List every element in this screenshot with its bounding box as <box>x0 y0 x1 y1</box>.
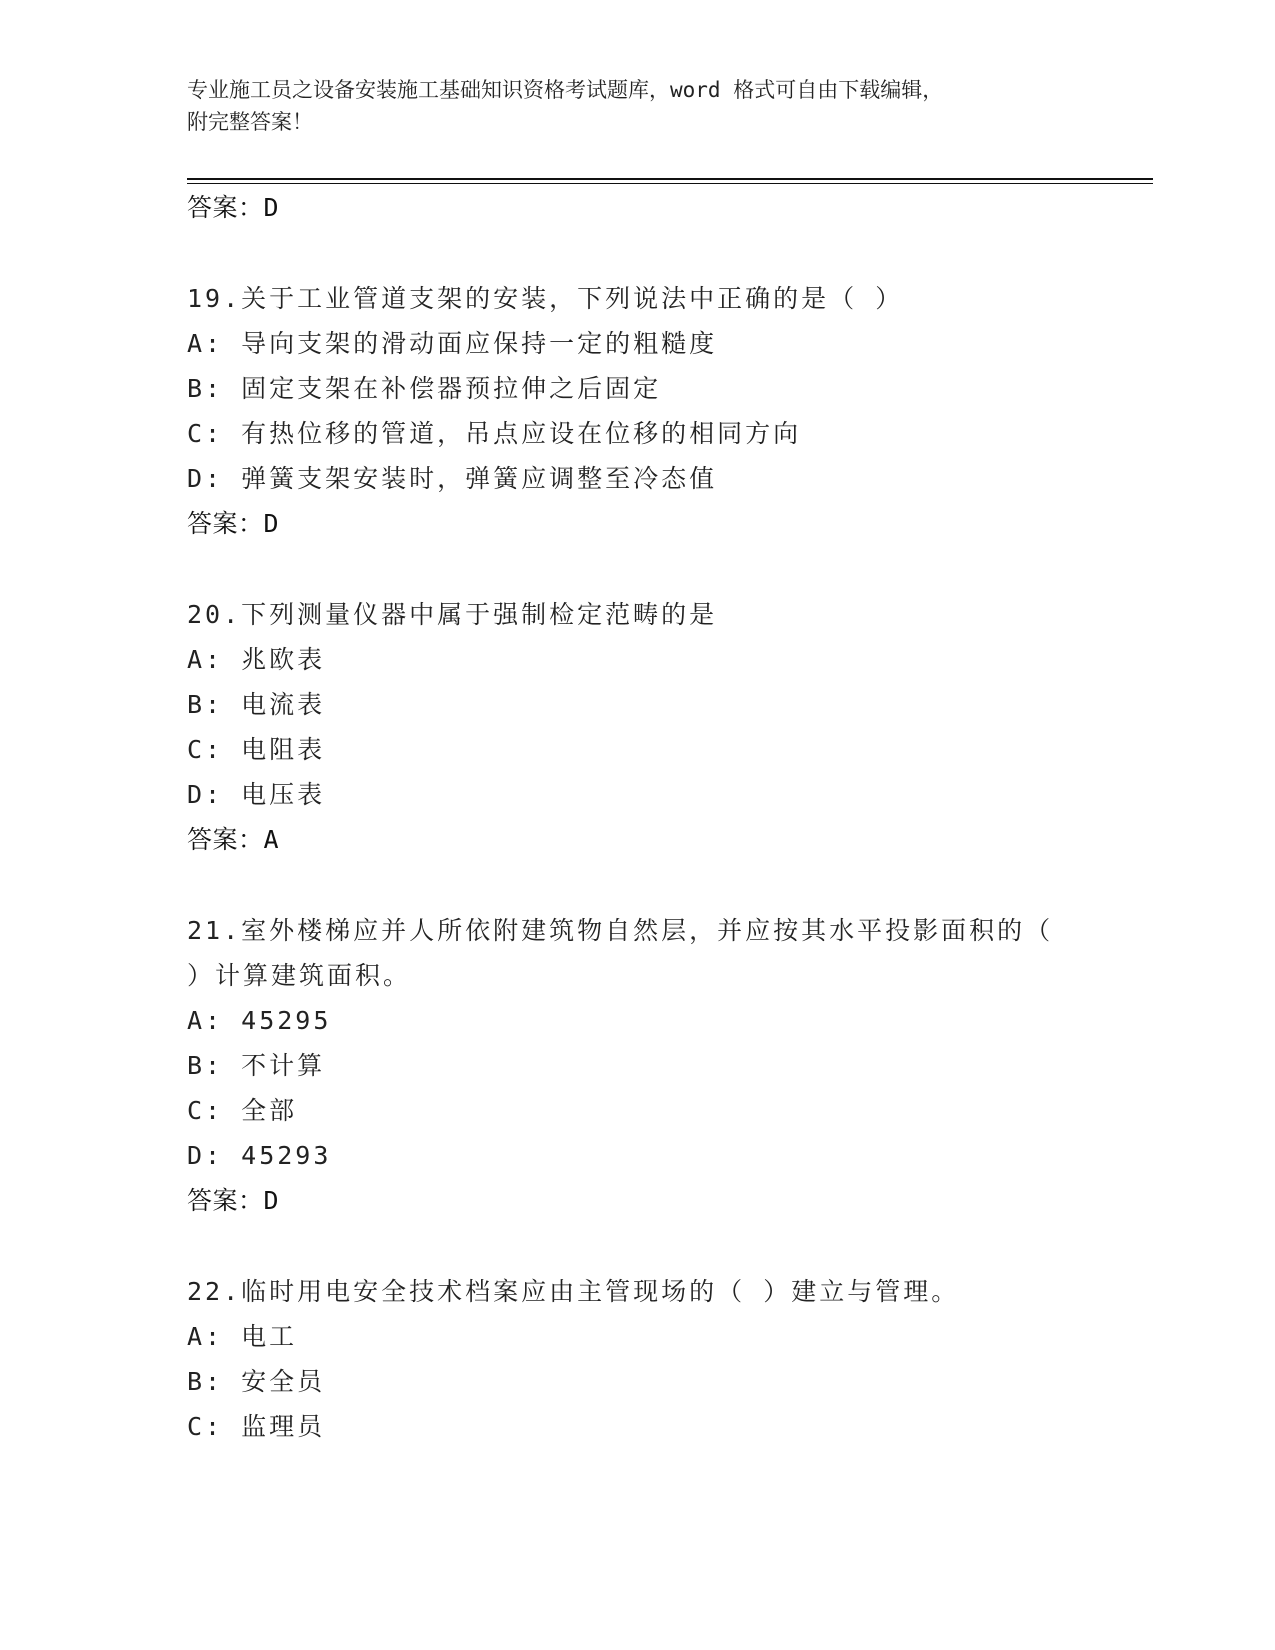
question-21-option-b: B: 不计算 <box>187 1051 326 1080</box>
question-19-stem: 19.关于工业管道支架的安装，下列说法中正确的是（ ） <box>187 284 904 313</box>
answer-label: 答案： <box>187 1186 264 1215</box>
question-20-stem: 20.下列测量仪器中属于强制检定范畴的是 <box>187 600 718 629</box>
question-20-option-b: B: 电流表 <box>187 690 326 719</box>
question-20-option-d: D: 电压表 <box>187 780 326 809</box>
question-21-answer <box>187 1185 279 1217</box>
header-rule-thick <box>187 178 1153 180</box>
document-header <box>187 74 1067 138</box>
question-19-answer <box>187 508 279 540</box>
header-line-2: 附完整答案！ <box>187 110 313 134</box>
question-21-option-a: A: 45295 <box>187 1006 332 1035</box>
question-22-stem: 22.临时用电安全技术档案应由主管现场的（ ）建立与管理。 <box>187 1277 960 1306</box>
question-21-stem-line-2: ）计算建筑面积。 <box>187 961 412 990</box>
question-20-option-a: A: 兆欧表 <box>187 645 326 674</box>
header-rule-thin <box>187 183 1153 184</box>
header-line-1: 专业施工员之设备安装施工基础知识资格考试题库，word 格式可自由下载编辑， <box>187 78 944 102</box>
question-22-option-a: A: 电工 <box>187 1322 298 1351</box>
question-22-option-b: B: 安全员 <box>187 1367 326 1396</box>
question-21-option-c: C: 全部 <box>187 1096 298 1125</box>
answer-value: D <box>263 509 280 538</box>
question-21-stem-line-1: 21.室外楼梯应并人所依附建筑物自然层，并应按其水平投影面积的（ <box>187 916 1054 945</box>
answer-label: 答案： <box>187 193 264 222</box>
answer-value: D <box>263 193 280 222</box>
answer-value: D <box>263 1186 280 1215</box>
question-20-option-c: C: 电阻表 <box>187 735 326 764</box>
question-22-option-c: C: 监理员 <box>187 1412 326 1441</box>
question-19-option-d: D: 弹簧支架安装时，弹簧应调整至冷态值 <box>187 464 718 493</box>
answer-label: 答案： <box>187 825 264 854</box>
question-19-option-c: C: 有热位移的管道，吊点应设在位移的相同方向 <box>187 419 802 448</box>
answer-prev <box>187 192 279 224</box>
question-19-option-a: A: 导向支架的滑动面应保持一定的粗糙度 <box>187 329 718 358</box>
question-21-option-d: D: 45293 <box>187 1141 332 1170</box>
answer-value: A <box>263 825 280 854</box>
question-20-answer <box>187 824 279 856</box>
answer-label: 答案： <box>187 509 264 538</box>
question-19-option-b: B: 固定支架在补偿器预拉伸之后固定 <box>187 374 662 403</box>
